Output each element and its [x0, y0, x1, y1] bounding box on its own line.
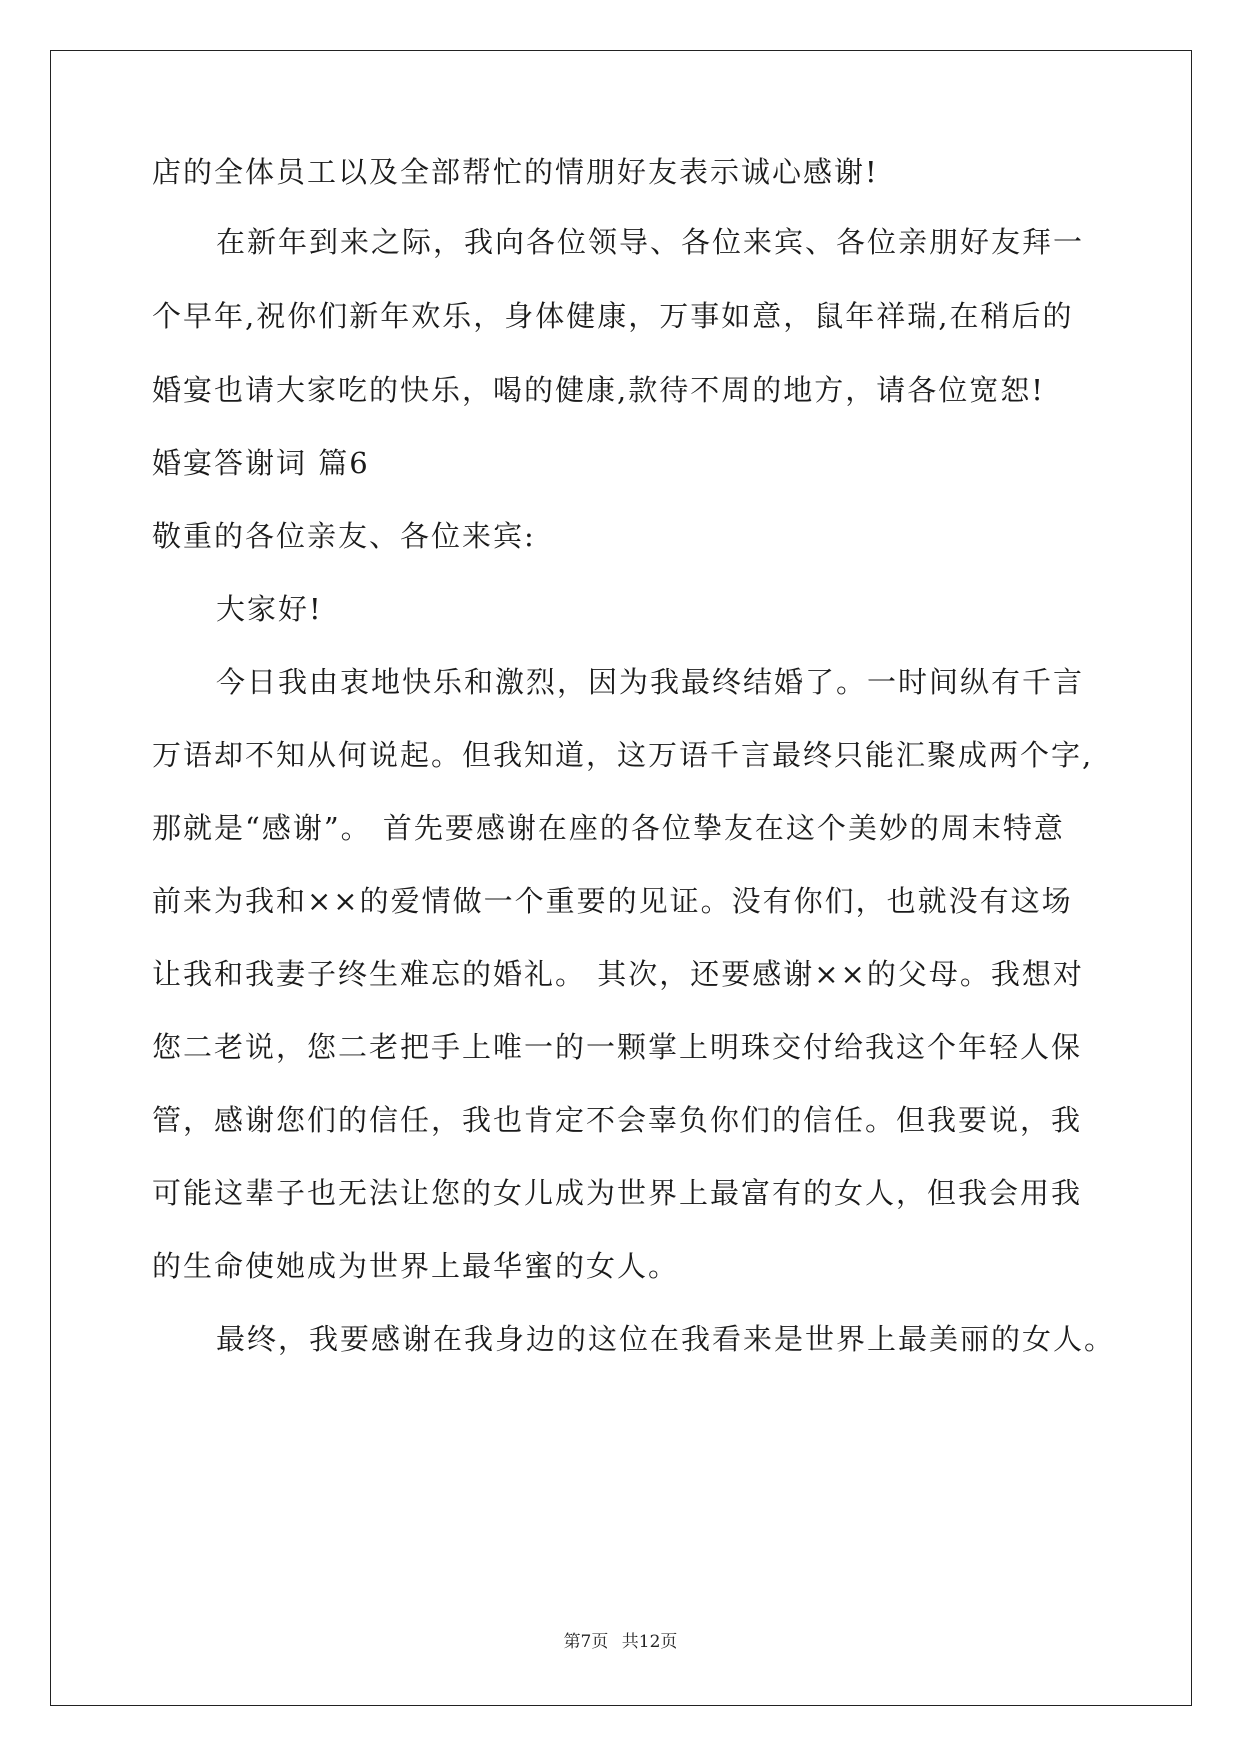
salutation: 敬重的各位亲友、各位来宾: [152, 519, 536, 553]
text-line: 的生命使她成为世界上最华蜜的女人。 [152, 1249, 680, 1283]
section-heading: 婚宴答谢词 篇6 [152, 446, 370, 480]
text-line: 婚宴也请大家吃的快乐，喝的健康,款待不周的地方，请各位宽恕! [152, 373, 1045, 407]
text-line: 最终，我要感谢在我身边的这位在我看来是世界上最美丽的女人。 [216, 1322, 1116, 1356]
text-line: 管，感谢您们的信任，我也肯定不会辜负你们的信任。但我要说，我 [152, 1103, 1083, 1137]
text-line: 可能这辈子也无法让您的女儿成为世界上最富有的女人，但我会用我 [152, 1176, 1083, 1210]
greeting: 大家好! [216, 592, 323, 626]
page-number-total: 共12页 [621, 1632, 678, 1652]
text-line: 万语却不知从何说起。但我知道，这万语千言最终只能汇聚成两个字, [152, 738, 1094, 772]
page-number-current: 第7页 [563, 1632, 609, 1652]
text-line: 那就是“感谢”。 首先要感谢在座的各位挚友在这个美妙的周末特意 [152, 811, 1065, 845]
text-line: 在新年到来之际，我向各位领导、各位来宾、各位亲朋好友拜一 [216, 225, 1085, 259]
text-line: 今日我由衷地快乐和激烈，因为我最终结婚了。一时间纵有千言 [216, 665, 1085, 699]
text-line: 前来为我和××的爱情做一个重要的见证。没有你们，也就没有这场 [152, 884, 1073, 918]
page-footer [0, 1630, 1241, 1654]
text-line: 让我和我妻子终生难忘的婚礼。 其次，还要感谢××的父母。我想对 [152, 957, 1084, 991]
text-line: 您二老说，您二老把手上唯一的一颗掌上明珠交付给我这个年轻人保 [152, 1030, 1083, 1064]
text-line: 个早年,祝你们新年欢乐，身体健康，万事如意，鼠年祥瑞,在稍后的 [152, 299, 1074, 333]
text-line: 店的全体员工以及全部帮忙的情朋好友表示诚心感谢! [152, 155, 879, 189]
